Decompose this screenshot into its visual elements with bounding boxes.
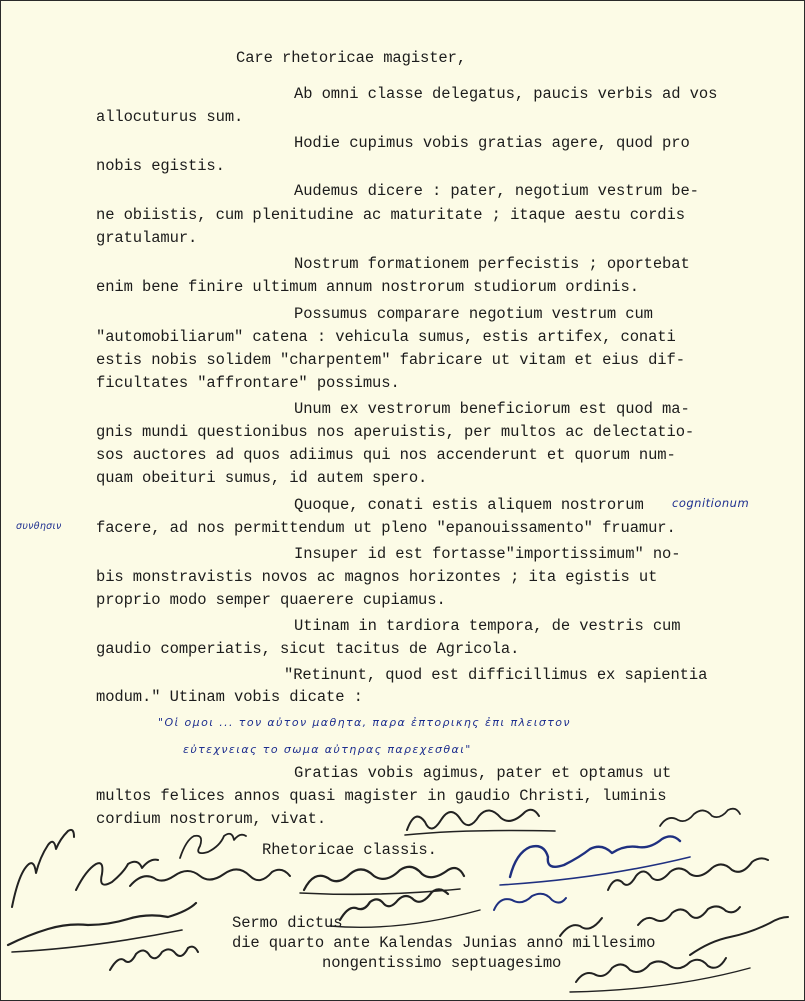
signature (180, 834, 246, 858)
text-line: Hodie cupimus vobis gratias agere, quod pro (294, 134, 690, 152)
signature (407, 810, 539, 830)
signature (76, 860, 158, 890)
signature (660, 809, 740, 826)
text-line: cordium nostrorum, vivat. (96, 810, 327, 828)
signature (570, 968, 750, 992)
text-line: Nostrum formationem perfecistis ; oportebat (294, 255, 690, 273)
text-line: gaudio comperiatis, sicut tacitus de Agricola. (96, 640, 520, 658)
text-line: "Retinunt, quod est difficillimus ex sapientia (284, 666, 708, 684)
text-line: gnis mundi questionibus nos aperuistis, per multos ac delectatio- (96, 423, 695, 441)
text-line: sos auctores ad quos adiimus qui nos accenderunt et quorum num- (96, 446, 676, 464)
text-line: gratulamur. (96, 229, 198, 247)
signature (494, 894, 566, 910)
text-line: Quoque, conati estis aliquem nostrorum (294, 496, 644, 514)
text-line: multos felices annos quasi magister in gaudio Christi, luminis (96, 787, 667, 805)
text-line: ne obiistis, cum plenitudine ac maturitate ; itaque aestu cordis (96, 206, 685, 224)
text-line: quam obeituri sumus, id autem spero. (96, 469, 428, 487)
date-line: die quarto ante Kalendas Junias anno millesimo (232, 934, 656, 952)
text-line: bis monstravistis novos ac magnos horizontes ; ita egistis ut (96, 568, 658, 586)
text-line: Audemus dicere : pater, negotium vestrum be- (294, 182, 699, 200)
sermo-label: Sermo dictus (232, 914, 343, 932)
signature (608, 858, 768, 890)
signature (638, 906, 740, 925)
text-line: nobis egistis. (96, 157, 225, 175)
margin-note-right: cognitionum (672, 496, 750, 510)
text-line: Ab omni classe delegatus, paucis verbis ad vos (294, 85, 718, 103)
text-line: Gratias vobis agimus, pater et optamus ut (294, 764, 672, 782)
signature (690, 917, 788, 955)
greek-quote-line: εὐτεχνειας το σωμα αὐτηρας παρεχεσθαι" (183, 743, 472, 756)
text-line: proprio modo semper quaerere cupiamus. (96, 591, 446, 609)
class-signature-label: Rhetoricae classis. (262, 841, 437, 859)
margin-note-left: συνθησιν (16, 521, 62, 532)
text-line: enim bene finire ultimum annum nostrorum studiorum ordinis. (96, 278, 639, 296)
text-line: ficultates "affrontare" possimus. (96, 374, 400, 392)
text-line: allocuturus sum. (96, 108, 244, 126)
signature (510, 836, 680, 877)
signature (330, 910, 480, 927)
text-line: modum." Utinam vobis dicate : (96, 688, 363, 706)
signature (405, 831, 555, 836)
text-line: Insuper id est fortasse"importissimum" no- (294, 545, 681, 563)
text-line: Utinam in tardiora tempora, de vestris cum (294, 617, 681, 635)
signature (304, 867, 464, 890)
signature (12, 830, 74, 907)
text-line: Unum ex vestrorum beneficiorum est quod ma- (294, 400, 690, 418)
signature (8, 903, 196, 945)
signature (560, 918, 602, 936)
signature (110, 947, 198, 970)
signature (130, 869, 290, 886)
date-line: nongentissimo septuagesimo (322, 954, 562, 972)
text-line: estis nobis solidem "charpentem" fabricare ut vitam et eius dif- (96, 351, 685, 369)
salutation: Care rhetoricae magister, (236, 49, 467, 67)
text-line: "automobiliarum" catena : vehicula sumus, estis artifex, conati (96, 328, 676, 346)
text-line: Possumus comparare negotium vestrum cum (294, 305, 653, 323)
greek-quote-line: "Οἱ ομοι ... τον αὐτον μαθητα, παρα ἐπτορικης ἐπι πλειστον (158, 716, 571, 729)
text-line: facere, ad nos permittendum ut pleno "epanouissamento" fruamur. (96, 519, 676, 537)
signature (500, 857, 690, 885)
